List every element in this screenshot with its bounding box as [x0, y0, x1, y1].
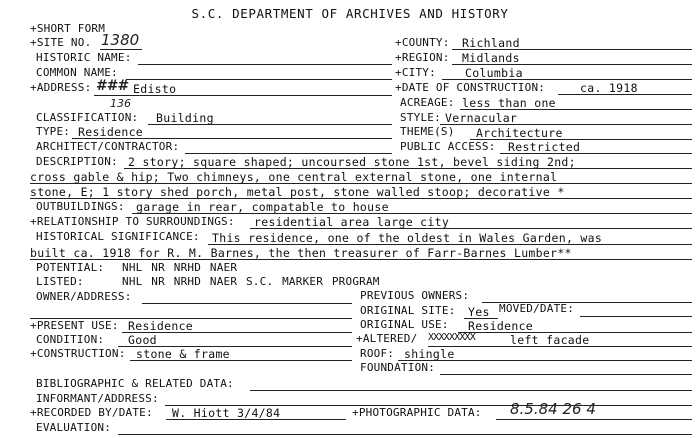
city-line [442, 79, 692, 80]
public-access-line [500, 153, 692, 154]
public-access-value: Restricted [508, 140, 581, 154]
style-value: Vernacular [445, 111, 518, 125]
county-line [452, 49, 692, 50]
significance-label: HISTORICAL SIGNIFICANCE: [36, 230, 200, 243]
foundation-label: FOUNDATION: [360, 361, 436, 374]
classification-value: Building [156, 111, 214, 125]
potential-options: NHL NR NRHD NAER [122, 261, 238, 274]
roof-label: ROOF: [360, 347, 395, 360]
address-correction: 136 [110, 97, 131, 110]
description-underline1 [124, 168, 692, 169]
address-label: +ADDRESS: [30, 81, 92, 94]
relationship-value: residential area large city [254, 215, 450, 229]
present-use-label: +PRESENT USE: [30, 319, 119, 332]
recorded-value: W. Hiott 3/4/84 [172, 406, 281, 420]
description-label: DESCRIPTION: [36, 155, 118, 168]
condition-value: Good [128, 333, 157, 347]
form-header: S.C. DEPARTMENT OF ARCHIVES AND HISTORY [191, 6, 509, 21]
address-line [94, 95, 392, 96]
significance-line2: built ca. 1918 for R. M. Barnes, the then treasurer of Farr-Barnes Lumber** [30, 246, 572, 260]
altered-struck-text: XXXXXXXXX [428, 332, 475, 343]
roof-value: shingle [404, 347, 455, 361]
significance-underline1 [208, 244, 692, 245]
description-line3: stone, E; 1 story shed porch, metal post, stone walled stoop; decorative * [30, 185, 565, 199]
themes-line [470, 139, 692, 140]
outbuildings-label: OUTBUILDINGS: [36, 200, 125, 213]
site-no-value: 1380 [101, 31, 140, 49]
present-use-value: Residence [128, 319, 194, 333]
relationship-line [250, 228, 692, 229]
city-value: Columbia [465, 66, 523, 80]
description-underline2 [30, 183, 692, 184]
photographic-value: 8.5.84 26 4 [510, 400, 596, 418]
style-label: STYLE: [400, 111, 441, 124]
themes-label: THEME(S) [400, 125, 455, 138]
bibliographic-line [250, 390, 692, 391]
owner-line [142, 303, 352, 304]
county-value: Richland [462, 36, 520, 50]
recorded-line [166, 419, 346, 420]
original-use-value: Residence [468, 319, 534, 333]
outbuildings-value: garage in rear, compatable to house [136, 200, 389, 214]
potential-label: POTENTIAL: [36, 261, 105, 274]
date-construction-value: ca. 1918 [580, 81, 638, 95]
informant-label: INFORMANT/ADDRESS: [36, 392, 159, 405]
evaluation-label: EVALUATION: [36, 421, 112, 434]
previous-owners-label: PREVIOUS OWNERS: [360, 289, 470, 302]
region-line [452, 64, 692, 65]
acreage-line [460, 109, 692, 110]
recorded-label: +RECORDED BY/DATE: [30, 406, 153, 419]
type-line [72, 138, 392, 139]
region-value: Midlands [462, 51, 520, 65]
address-value: Edisto [133, 82, 177, 96]
description-line1: 2 story; square shaped; uncoursed stone 1st, bevel siding 2nd; [128, 155, 576, 169]
original-site-label: ORIGINAL SITE: [360, 304, 456, 317]
description-line2: cross gable & hip; Two chimneys, one central external stone, one internal [30, 170, 558, 184]
date-construction-label: +DATE OF CONSTRUCTION: [395, 81, 546, 94]
acreage-label: ACREAGE: [400, 96, 455, 109]
moved-date-label: MOVED/DATE: [499, 302, 575, 315]
bibliographic-label: BIBLIOGRAPHIC & RELATED DATA: [36, 377, 234, 390]
city-label: +CITY: [395, 66, 436, 79]
outbuildings-line [132, 213, 692, 214]
significance-line1: This residence, one of the oldest in Wales Garden, was [212, 231, 603, 245]
common-name-line [126, 79, 392, 80]
description-underline3 [30, 198, 692, 199]
listed-options: NHL NR NRHD NAER S.C. MARKER PROGRAM [122, 275, 380, 288]
altered-label: +ALTERED/ [356, 332, 418, 345]
address-struck-number: ### [96, 78, 129, 94]
historic-name-line [138, 64, 392, 65]
significance-underline2 [30, 259, 692, 260]
historic-name-label: HISTORIC NAME: [36, 51, 132, 64]
roof-line [398, 360, 692, 361]
condition-label: CONDITION: [36, 333, 105, 346]
common-name-label: COMMON NAME: [36, 66, 118, 79]
acreage-value: less than one [462, 96, 556, 110]
site-no-line [100, 49, 142, 50]
type-label: TYPE: [36, 125, 71, 138]
date-construction-line [558, 94, 692, 95]
architect-label: ARCHITECT/CONTRACTOR: [36, 140, 180, 153]
type-value: Residence [78, 125, 144, 139]
relationship-label: +RELATIONSHIP TO SURROUNDINGS: [30, 215, 235, 228]
moved-date-line [580, 316, 692, 317]
construction-line [130, 360, 352, 361]
original-use-label: ORIGINAL USE: [360, 318, 449, 331]
county-label: +COUNTY: [395, 36, 450, 49]
classification-line [148, 124, 392, 125]
altered-value: left facade [510, 333, 590, 347]
foundation-line [440, 374, 692, 375]
construction-label: +CONSTRUCTION: [30, 347, 126, 360]
short-form-label: +SHORT FORM [30, 22, 106, 35]
public-access-label: PUBLIC ACCESS: [400, 140, 496, 153]
site-no-label: +SITE NO. [30, 36, 92, 49]
photographic-line [496, 419, 692, 420]
classification-label: CLASSIFICATION: [36, 111, 139, 124]
evaluation-line [118, 434, 692, 435]
construction-value: stone & frame [136, 347, 230, 361]
listed-label: LISTED: [36, 275, 84, 288]
style-line [440, 124, 692, 125]
owner-label: OWNER/ADDRESS: [36, 290, 132, 303]
architect-line [185, 153, 392, 154]
photographic-label: +PHOTOGRAPHIC DATA: [352, 406, 482, 419]
themes-value: Architecture [476, 126, 563, 140]
original-site-value: Yes [468, 305, 490, 319]
altered-line [428, 346, 692, 347]
region-label: +REGION: [395, 51, 450, 64]
